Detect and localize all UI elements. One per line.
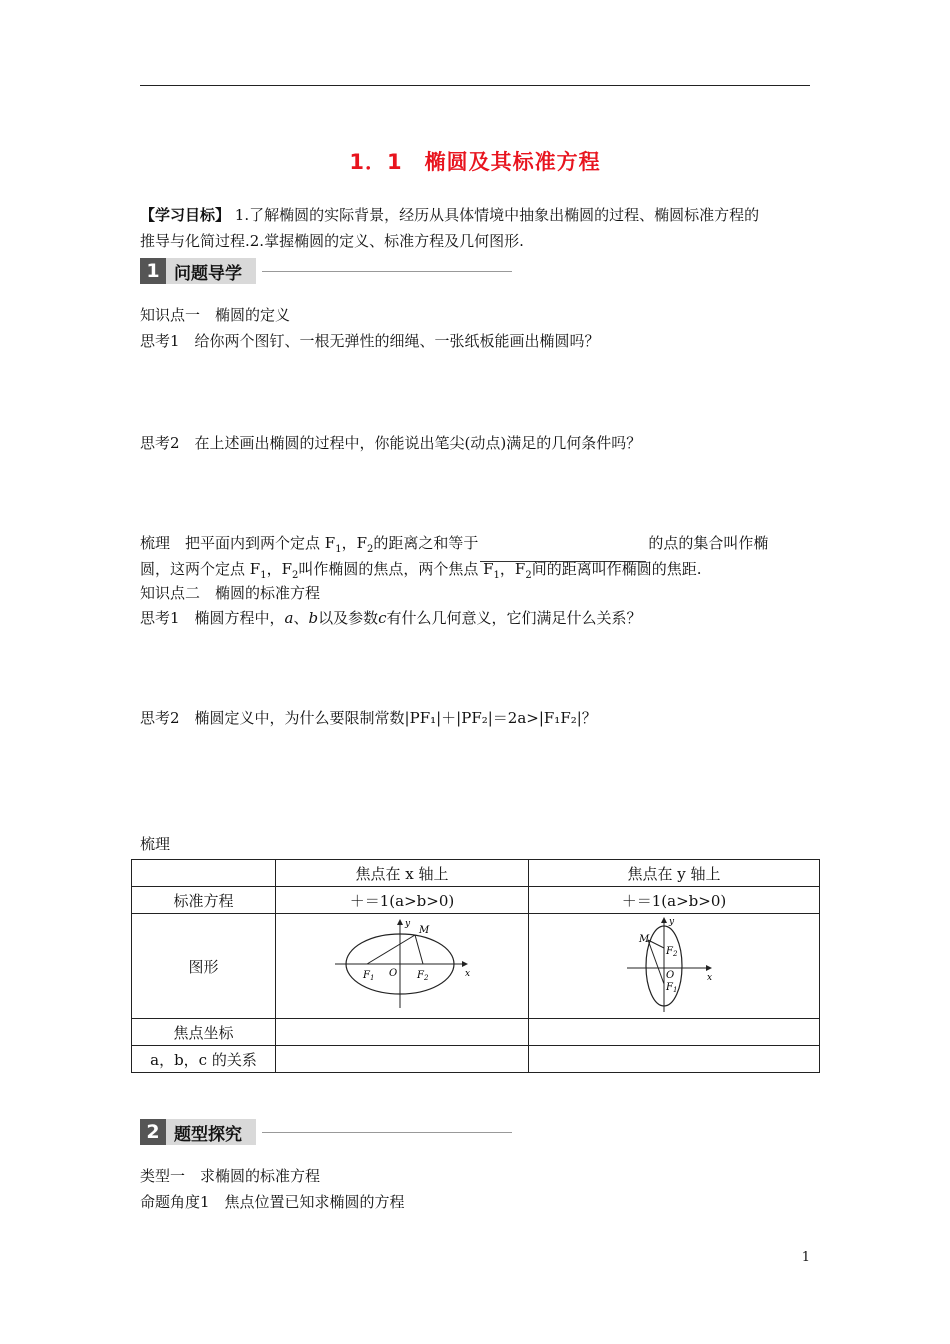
label-f2: $F_2$	[417, 970, 429, 982]
text: 的距离之和等于	[373, 534, 479, 552]
text: ，F	[266, 560, 292, 578]
kp1-heading: 知识点一 椭圆的定义	[140, 306, 291, 324]
label-x: x	[465, 969, 471, 979]
text: ，F	[341, 534, 367, 552]
foci-x-cell[interactable]	[276, 1019, 529, 1046]
type1-subheading: 命题角度1 焦点位置已知求椭圆的方程	[140, 1193, 405, 1211]
figure-y-cell	[529, 914, 820, 1019]
label-x: x	[707, 973, 713, 983]
section-number: 1	[140, 258, 166, 284]
page-number: 1	[801, 1250, 810, 1265]
label-m: M	[419, 925, 430, 936]
type1-heading: 类型一 求椭圆的标准方程	[140, 1167, 321, 1185]
relation-x-cell[interactable]	[276, 1046, 529, 1073]
label-y: y	[405, 919, 411, 929]
kp2-heading: 知识点二 椭圆的标准方程	[140, 584, 321, 602]
equation-x: ＋＝1(a>b>0)	[276, 887, 529, 914]
row-label-figure: 图形	[132, 914, 276, 1019]
kp2-summary: 梳理	[140, 835, 171, 853]
page-title: 1．1 椭圆及其标准方程	[349, 150, 601, 174]
relation-y-cell[interactable]	[529, 1046, 820, 1073]
label-f1: $F_1$	[666, 982, 678, 994]
text: 、	[293, 609, 309, 627]
section-header-2	[140, 1119, 512, 1145]
top-rule	[140, 85, 810, 86]
kp1-summary-line1: 梳理 把平面内到两个定点 $F_1$，$F_2$的距离之和等于 的点的集合叫作椭	[140, 531, 768, 562]
ellipse-standard-table	[131, 859, 820, 1073]
learning-goals-line1	[140, 203, 759, 227]
text: 梳理 把平面内到两个定点 F	[140, 534, 336, 552]
kp1-think2: 思考2 在上述画出椭圆的过程中，你能说出笔尖(动点)满足的几何条件吗？	[140, 434, 642, 452]
label-m: M	[639, 934, 650, 945]
equation-y: ＋＝1(a>b>0)	[529, 887, 820, 914]
label-f2: $F_2$	[666, 946, 678, 958]
section-number: 2	[140, 1119, 166, 1145]
kp2-think1	[140, 606, 642, 630]
label-o: O	[666, 970, 675, 981]
text: 圆，这两个定点 F	[140, 560, 261, 578]
header-focus-x: 焦点在 x 轴上	[276, 860, 529, 887]
text: 间的距离叫作椭圆的焦距.	[531, 560, 702, 578]
text: 以及参数	[318, 609, 379, 627]
kp1-think1: 思考1 给你两个图钉、一根无弹性的细绳、一张纸板能画出椭圆吗？	[140, 332, 600, 350]
section-title: 问题导学	[166, 258, 256, 284]
section-header-1	[140, 258, 512, 284]
learning-goals-text1: 1.了解椭圆的实际背景，经历从具体情境中抽象出椭圆的过程、椭圆标准方程的	[234, 206, 760, 224]
ellipse-x-figure	[327, 916, 477, 1012]
section-rule	[262, 271, 512, 272]
section-rule	[262, 1132, 512, 1133]
learning-goals-line2: 推导与化简过程.2.掌握椭圆的定义、标准方程及几何图形.	[140, 232, 524, 250]
header-focus-y: 焦点在 y 轴上	[529, 860, 820, 887]
var: c	[378, 609, 387, 627]
figure-x-cell	[276, 914, 529, 1019]
segment-mf2	[415, 935, 423, 964]
learning-goals-label: 【学习目标】	[140, 206, 231, 224]
kp2-think2: 思考2 椭圆定义中，为什么要限制常数|PF₁|＋|PF₂|＝2a>|F₁F₂|？	[140, 709, 597, 727]
var: b	[308, 609, 319, 627]
row-label-relation: a，b，c 的关系	[132, 1046, 276, 1073]
row-label-equation: 标准方程	[132, 887, 276, 914]
text: 思考1 椭圆方程中，	[140, 609, 285, 627]
text: ，F	[499, 560, 526, 578]
section-title: 题型探究	[166, 1119, 256, 1145]
table-corner	[132, 860, 276, 887]
foci-y-cell[interactable]	[529, 1019, 820, 1046]
label-f1: $F_1$	[363, 970, 375, 982]
label-y: y	[669, 917, 675, 927]
text: 叫作椭圆的焦点，两个焦点 F	[298, 560, 494, 578]
text: 有什么几何意义，它们满足什么关系？	[386, 609, 642, 627]
kp1-summary-line2: 圆，这两个定点 $F_1$，$F_2$叫作椭圆的焦点，两个焦点 $F_1$，$F_2$间的距离叫作椭圆的焦距.	[140, 560, 702, 581]
row-label-foci: 焦点坐标	[132, 1019, 276, 1046]
segment-mf1	[367, 935, 415, 964]
ellipse-y-figure	[619, 914, 729, 1014]
var: a	[284, 609, 294, 627]
text: 的点的集合叫作椭	[648, 534, 769, 552]
label-o: O	[389, 968, 398, 979]
